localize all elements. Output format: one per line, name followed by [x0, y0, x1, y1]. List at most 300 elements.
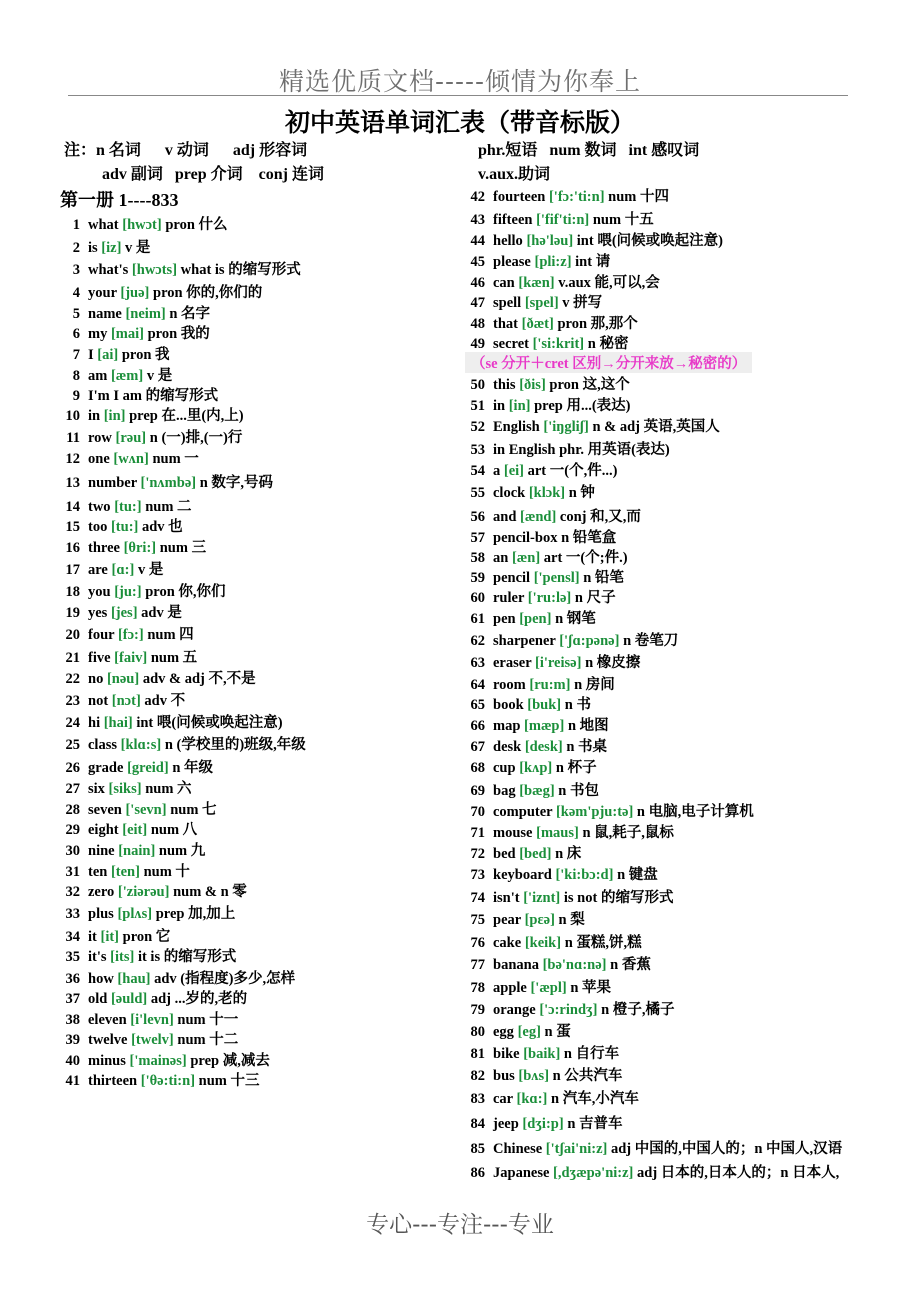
entry-word: desk	[493, 739, 522, 755]
entry-number: 14	[65, 499, 80, 515]
entry-phonetic: ['nʌmbə]	[140, 475, 197, 491]
word-entry	[50, 404, 244, 425]
entry-word: spell	[493, 295, 522, 311]
word-entry	[50, 967, 295, 988]
entry-phonetic: [rəu]	[115, 430, 147, 446]
entry-number: 62	[470, 633, 485, 649]
entry-number: 36	[65, 971, 80, 987]
entry-definition: n 橡皮擦	[585, 655, 641, 671]
entry-definition: num 十三	[198, 1073, 260, 1089]
entry-number: 23	[65, 693, 80, 709]
entry-word: what's	[88, 262, 129, 278]
entry-phonetic: [,dʒæpə'ni:z]	[553, 1165, 634, 1181]
word-entry	[50, 798, 217, 819]
entry-word: you	[88, 584, 111, 600]
entry-word: row	[88, 430, 112, 446]
word-entry	[455, 250, 610, 271]
entry-phonetic: ['pensl]	[533, 570, 580, 586]
entry-number: 69	[470, 783, 485, 799]
word-entry	[455, 185, 669, 206]
entry-phonetic: [in]	[508, 398, 531, 414]
entry-phonetic: [dʒi:p]	[522, 1116, 564, 1132]
entry-number: 81	[470, 1046, 485, 1062]
entry-number: 70	[470, 804, 485, 820]
entry-word: apple	[493, 980, 527, 996]
entry-number: 28	[65, 802, 80, 818]
word-entry	[455, 673, 615, 694]
entry-phonetic: [nəu]	[106, 671, 140, 687]
entry-phonetic: [bæg]	[519, 783, 555, 799]
entry-word: mouse	[493, 825, 533, 841]
entry-word: hi	[88, 715, 101, 731]
entry-definition: num & n 零	[173, 884, 247, 900]
entry-number: 76	[470, 935, 485, 951]
entry-definition: n 电脑,电子计算机	[636, 804, 754, 820]
entry-word: clock	[493, 485, 526, 501]
word-entry	[455, 526, 616, 547]
entry-phonetic: ['ʃɑ:pənə]	[559, 633, 620, 649]
entry-phonetic: [θri:]	[123, 540, 157, 556]
word-entry	[50, 1049, 270, 1070]
word-entry	[455, 505, 641, 526]
entry-phonetic: ['ɔ:rindʒ]	[539, 1002, 598, 1018]
entry-phonetic: [kʌp]	[519, 760, 553, 776]
entry-word: fourteen	[493, 189, 546, 205]
entry-word: isn't	[493, 890, 520, 906]
word-entry	[455, 693, 591, 714]
entry-definition: num 一	[152, 451, 199, 467]
word-entry	[455, 459, 617, 480]
entry-word: I	[88, 347, 94, 363]
entry-word: sharpener	[493, 633, 556, 649]
page-title: 初中英语单词汇表（带音标版）	[284, 108, 635, 137]
word-entry	[455, 863, 658, 884]
word-entry	[455, 332, 628, 353]
entry-number: 49	[470, 336, 485, 352]
entry-definition: n (学校里的)班级,年级	[164, 737, 306, 753]
entry-word: nine	[88, 843, 115, 859]
entry-definition: v 拼写	[562, 295, 603, 311]
entry-number: 2	[72, 240, 80, 256]
entry-definition: n 键盘	[617, 867, 658, 883]
word-entry	[50, 880, 247, 901]
entry-phonetic: [fɔ:]	[117, 627, 144, 643]
word-entry	[455, 229, 723, 250]
entry-word: my	[88, 326, 108, 342]
entry-definition: pron 你的,你们的	[153, 285, 263, 301]
word-entry	[455, 976, 611, 997]
entry-phonetic: [tu:]	[114, 499, 142, 515]
entry-definition: n 卷笔刀	[623, 633, 679, 649]
entry-number: 74	[470, 890, 485, 906]
word-entry	[455, 546, 628, 567]
entry-definition: num 十	[143, 864, 190, 880]
entry-phonetic: ['ki:bɔ:d]	[555, 867, 614, 883]
entry-number: 59	[470, 570, 485, 586]
word-entry	[455, 312, 638, 333]
entry-number: 22	[65, 671, 80, 687]
entry-number: 51	[470, 398, 485, 414]
entry-number: 26	[65, 760, 80, 776]
entry-number: 57	[470, 530, 485, 546]
word-entry	[50, 623, 194, 644]
entry-word: I'm	[88, 388, 110, 404]
word-entry	[455, 756, 597, 777]
entry-number: 32	[65, 884, 80, 900]
word-entry	[50, 426, 242, 447]
entry-phonetic: ['æpl]	[530, 980, 567, 996]
entry-number: 77	[470, 957, 485, 973]
word-entry	[455, 607, 596, 628]
entry-word: orange	[493, 1002, 536, 1018]
entry-phonetic: [baik]	[523, 1046, 561, 1062]
entry-number: 11	[66, 430, 80, 446]
word-entry	[455, 394, 631, 415]
entry-word: is	[88, 240, 98, 256]
entry-phonetic: [i'reisə]	[535, 655, 582, 671]
entry-phonetic: ['θə:ti:n]	[140, 1073, 196, 1089]
entry-word: banana	[493, 957, 539, 973]
entry-number: 43	[470, 212, 485, 228]
entry-number: 68	[470, 760, 485, 776]
word-entry	[50, 860, 190, 881]
word-entry	[455, 779, 599, 800]
entry-phonetic: [æn]	[511, 550, 541, 566]
entry-definition: n 香蕉	[610, 957, 651, 973]
entry-definition: pron 什么	[165, 217, 228, 233]
page-footer: 专心---专注---专业	[366, 1212, 554, 1238]
entry-definition: v 是	[146, 368, 173, 384]
entry-phonetic: [hwɔt]	[122, 217, 162, 233]
entry-phonetic: [bə'nɑ:nə]	[542, 957, 607, 973]
entry-number: 67	[470, 739, 485, 755]
entry-number: 25	[65, 737, 80, 753]
word-entry	[50, 447, 199, 468]
entry-definition: n 铅笔盒	[561, 530, 617, 546]
entry-word: and	[493, 509, 517, 525]
entry-number: 58	[470, 550, 485, 566]
entry-number: 38	[65, 1012, 80, 1028]
entry-definition: I am 的缩写形式	[113, 388, 219, 404]
entry-phonetic: ['ru:lə]	[527, 590, 572, 606]
entry-word: it	[88, 929, 97, 945]
word-entry	[50, 281, 262, 302]
word-entry	[50, 756, 213, 777]
word-entry	[455, 931, 642, 952]
entry-number: 72	[470, 846, 485, 862]
word-entry	[455, 1020, 571, 1041]
entry-phonetic: [hau]	[117, 971, 151, 987]
entry-number: 33	[65, 906, 80, 922]
entry-definition: int 请	[575, 254, 611, 270]
entry-definition: prep 用...(表达)	[534, 398, 631, 414]
book-heading: 第一册 1----833	[60, 190, 179, 210]
entry-number: 53	[470, 442, 485, 458]
entry-definition: adj ...岁的,老的	[150, 991, 248, 1007]
word-entry	[50, 343, 170, 364]
entry-phonetic: [its]	[110, 949, 135, 965]
entry-phonetic: [tu:]	[110, 519, 139, 535]
entry-word: old	[88, 991, 108, 1007]
entry-word: fifteen	[493, 212, 533, 228]
entry-definition: pron 那,那个	[557, 316, 638, 332]
entry-number: 16	[65, 540, 80, 556]
entry-definition: adj 中国的,中国人的；n 中国人,汉语	[610, 1141, 843, 1157]
word-entry	[455, 373, 630, 394]
word-entry	[455, 800, 754, 821]
entry-word: pencil	[493, 570, 531, 586]
entry-word: in	[493, 398, 506, 414]
entry-word: keyboard	[493, 867, 552, 883]
entry-definition: n 书桌	[566, 739, 608, 755]
entry-number: 9	[72, 388, 80, 404]
entry-word: thirteen	[88, 1073, 138, 1089]
entry-definition: n 吉普车	[567, 1116, 623, 1132]
entry-number: 21	[65, 650, 80, 666]
entry-word: too	[88, 519, 108, 535]
entry-number: 41	[65, 1073, 80, 1089]
page-header: 精选优质文档-----倾情为你奉上	[278, 67, 642, 96]
entry-word: this	[493, 377, 516, 393]
entry-definition: num 六	[145, 781, 192, 797]
entry-word: one	[88, 451, 110, 467]
entry-number: 10	[65, 408, 80, 424]
entry-number: 27	[65, 781, 80, 797]
entry-word: in	[88, 408, 101, 424]
entry-phonetic: [eg]	[517, 1024, 541, 1040]
entry-word: computer	[493, 804, 553, 820]
word-entry	[455, 1087, 639, 1108]
entry-definition: n 蛋	[544, 1024, 571, 1040]
word-entry	[455, 953, 651, 974]
entry-phonetic: [ðis]	[519, 377, 546, 393]
entry-word: Japanese	[493, 1165, 550, 1181]
entry-number: 7	[72, 347, 80, 363]
entry-phonetic: ['iŋgliʃ]	[543, 419, 589, 435]
entry-definition: n 鼠,耗子,鼠标	[582, 825, 674, 841]
entry-phonetic: [keik]	[524, 935, 562, 951]
entry-phonetic: [ten]	[110, 864, 140, 880]
entry-definition: is not 的缩写形式	[563, 890, 674, 906]
entry-word: English	[493, 419, 540, 435]
entry-definition: what is 的缩写形式	[180, 262, 301, 278]
entry-number: 65	[470, 697, 485, 713]
entry-number: 52	[470, 419, 485, 435]
entry-phonetic: [bʌs]	[518, 1068, 550, 1084]
entry-definition: num 二	[145, 499, 192, 515]
entry-number: 44	[470, 233, 485, 249]
entry-number: 45	[470, 254, 485, 270]
entry-number: 73	[470, 867, 485, 883]
entry-word: book	[493, 697, 524, 713]
word-entry	[50, 902, 235, 923]
entry-word: an	[493, 550, 509, 566]
entry-definition: pron 我的	[147, 326, 210, 342]
entry-definition: num 七	[170, 802, 217, 818]
word-entry	[455, 271, 660, 292]
entry-definition: prep 加,加上	[155, 906, 236, 922]
entry-definition: conj 和,又,而	[559, 509, 641, 525]
entry-phonetic: [neim]	[125, 306, 166, 322]
entry-number: 39	[65, 1032, 80, 1048]
entry-definition: n 秘密	[587, 336, 629, 352]
entry-word: eight	[88, 822, 119, 838]
entry-number: 1	[72, 217, 80, 233]
entry-number: 40	[65, 1053, 80, 1069]
word-entry	[455, 566, 624, 587]
entry-phonetic: [buk]	[527, 697, 562, 713]
entry-number: 84	[470, 1116, 485, 1132]
entry-word: your	[88, 285, 117, 301]
word-entry	[50, 601, 182, 622]
entry-definition: art 一(个,件...)	[527, 463, 618, 479]
entry-word: minus	[88, 1053, 126, 1069]
entry-number: 54	[470, 463, 485, 479]
entry-definition: num 十四	[608, 189, 669, 205]
entry-phonetic: [ai]	[97, 347, 119, 363]
word-entry	[50, 733, 306, 754]
entry-phonetic: [kəm'pju:tə]	[555, 804, 634, 820]
word-entry	[455, 629, 678, 650]
entry-definition: n & adj 英语,英国人	[592, 419, 720, 435]
entry-definition: prep 在...里(内,上)	[129, 408, 244, 424]
entry-phonetic: [ei]	[503, 463, 524, 479]
entry-number: 34	[65, 929, 80, 945]
word-entry	[455, 481, 595, 502]
word-entry	[455, 908, 585, 929]
entry-number: 82	[470, 1068, 485, 1084]
header-divider	[68, 95, 848, 96]
entry-definition: n 铅笔	[583, 570, 624, 586]
entry-phonetic: [desk]	[524, 739, 563, 755]
entry-number: 37	[65, 991, 80, 1007]
entry-word: pen	[493, 611, 516, 627]
entry-definition: n 汽车,小汽车	[551, 1091, 639, 1107]
word-entry	[50, 471, 273, 492]
entry-definition: v 是	[125, 240, 151, 256]
word-entry	[50, 711, 283, 732]
entry-number: 42	[470, 189, 485, 205]
entry-definition: n 名字	[169, 306, 211, 322]
entry-definition: v 是	[137, 562, 164, 578]
entry-phonetic: [æm]	[110, 368, 144, 384]
entry-number: 80	[470, 1024, 485, 1040]
entry-definition: n 床	[555, 846, 582, 862]
entry-definition: num 四	[147, 627, 194, 643]
entry-phonetic: [klɔk]	[528, 485, 566, 501]
word-entry	[455, 291, 602, 312]
word-entry	[455, 586, 616, 607]
entry-word: name	[88, 306, 122, 322]
entry-definition: num 十一	[177, 1012, 239, 1028]
entry-definition: adv 不	[144, 693, 186, 709]
entry-definition: adv & adj 不,不是	[142, 671, 256, 687]
entry-definition: adj 日本的,日本人的；n 日本人,	[637, 1165, 840, 1181]
entry-word: two	[88, 499, 111, 515]
word-entry	[455, 1042, 619, 1063]
entry-definition: adv (指程度)多少,怎样	[154, 971, 296, 987]
entry-definition: num 五	[150, 650, 198, 666]
word-entry	[455, 651, 640, 672]
entry-phonetic: [jes]	[110, 605, 138, 621]
entry-definition: n 书包	[558, 783, 599, 799]
entry-definition: pron 这,这个	[549, 377, 630, 393]
word-entry	[455, 1064, 622, 1085]
entry-word: grade	[88, 760, 124, 776]
entry-number: 66	[470, 718, 485, 734]
entry-number: 30	[65, 843, 80, 859]
entry-number: 35	[65, 949, 80, 965]
word-entry	[455, 415, 720, 436]
entry-word: am	[88, 368, 108, 384]
word-entry	[50, 689, 185, 710]
word-entry	[50, 515, 183, 536]
entry-phonetic: [twelv]	[131, 1032, 174, 1048]
entry-number: 55	[470, 485, 485, 501]
word-entry	[50, 536, 206, 557]
entry-definition: pron 你,你们	[145, 584, 226, 600]
entry-phonetic: [spel]	[524, 295, 559, 311]
entry-number: 61	[470, 611, 485, 627]
entry-phonetic: ['ziərəu]	[117, 884, 170, 900]
entry-word: six	[88, 781, 105, 797]
entry-definition: pron 它	[122, 929, 171, 945]
entry-definition: n 尺子	[574, 590, 616, 606]
entry-word: number	[88, 475, 137, 491]
entry-phonetic: [ænd]	[520, 509, 557, 525]
entry-number: 18	[65, 584, 80, 600]
entry-definition: n 橙子,橘子	[601, 1002, 675, 1018]
word-entry	[50, 1028, 238, 1049]
entry-number: 19	[65, 605, 80, 621]
entry-number: 79	[470, 1002, 485, 1018]
entry-word: cup	[493, 760, 516, 776]
entry-phonetic: [it]	[100, 929, 119, 945]
entry-phonetic: [ju:]	[114, 584, 142, 600]
entry-word: zero	[88, 884, 115, 900]
entry-word: no	[88, 671, 104, 687]
entry-number: 85	[470, 1141, 485, 1157]
entry-number: 56	[470, 509, 485, 525]
entry-word: map	[493, 718, 521, 734]
word-entry	[50, 302, 210, 323]
entry-definition: n 年级	[172, 760, 214, 776]
legend-line-2-right: v.aux.助词	[478, 166, 551, 183]
word-entry	[455, 208, 654, 229]
entry-definition: n 自行车	[563, 1046, 620, 1062]
word-entry	[50, 839, 205, 860]
entry-number: 15	[65, 519, 80, 535]
word-entry	[455, 714, 609, 735]
entry-number: 29	[65, 822, 80, 838]
secret-etymology-note: （se 分开＋cret 区别→分开来放→秘密的）	[465, 352, 752, 373]
entry-word: class	[88, 737, 117, 753]
entry-word: how	[88, 971, 114, 987]
word-entry	[50, 987, 247, 1008]
entry-phonetic: [i'levn]	[130, 1012, 174, 1028]
entry-definition: n 数字,号码	[199, 475, 274, 491]
entry-number: 78	[470, 980, 485, 996]
entry-number: 31	[65, 864, 80, 880]
legend-line-1-right: phr.短语 num 数词 int 感叹词	[478, 142, 700, 159]
entry-phonetic: [nɔt]	[111, 693, 141, 709]
entry-phonetic: [in]	[103, 408, 126, 424]
entry-word: jeep	[493, 1116, 519, 1132]
entry-number: 17	[65, 562, 80, 578]
entry-word: ten	[88, 864, 108, 880]
entry-number: 75	[470, 912, 485, 928]
entry-definition: it is 的缩写形式	[137, 949, 237, 965]
